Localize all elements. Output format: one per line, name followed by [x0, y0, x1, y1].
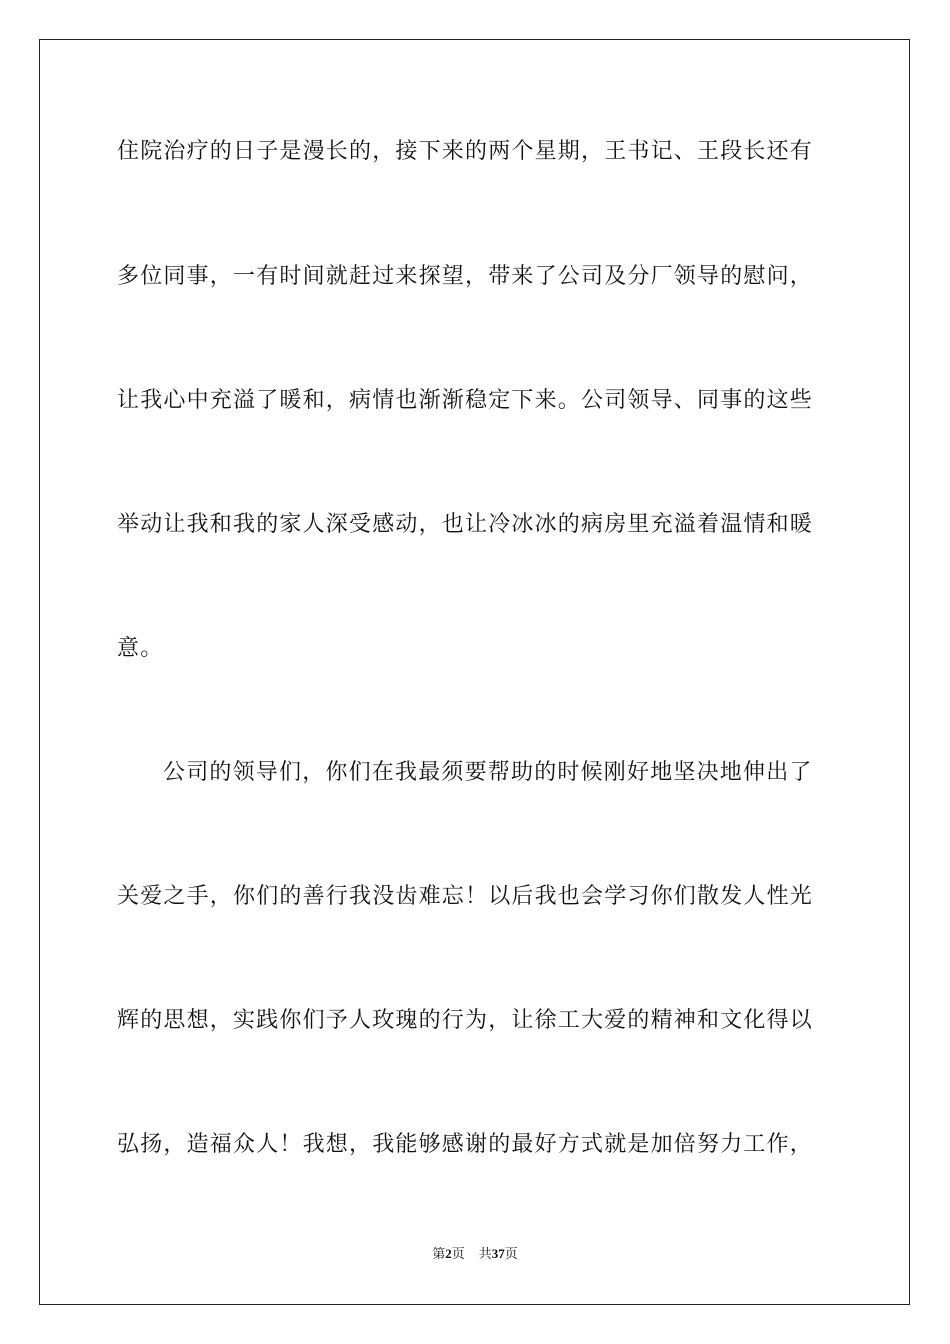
body-text-line: 关爱之手，你们的善行我没齿难忘！以后我也会学习你们散发人性光 — [117, 884, 814, 909]
paragraph-first-line: 公司的领导们，你们在我最须要帮助的时候刚好地坚决地伸出了 — [163, 760, 813, 785]
page-number: 2 — [445, 1246, 452, 1261]
body-text-line: 举动让我和我的家人深受感动，也让冷冰冰的病房里充溢着温情和暖 — [117, 512, 814, 537]
body-text-line: 弘扬，造福众人！我想，我能够感谢的最好方式就是加倍努力工作， — [117, 1132, 814, 1157]
body-text-line: 多位同事，一有时间就赶过来探望，带来了公司及分厂领导的慰问， — [117, 264, 814, 289]
page-footer — [0, 1245, 950, 1264]
total-prefix: 共 — [478, 1247, 492, 1262]
page-suffix: 页 — [451, 1247, 465, 1262]
body-text-line: 辉的思想，实践你们予人玫瑰的行为，让徐工大爱的精神和文化得以 — [117, 1008, 814, 1033]
page-border — [39, 39, 910, 1305]
body-text-line: 让我心中充溢了暖和，病情也渐渐稳定下来。公司领导、同事的这些 — [117, 388, 814, 413]
body-text-line: 住院治疗的日子是漫长的，接下来的两个星期，王书记、王段长还有 — [117, 139, 814, 164]
total-suffix: 页 — [504, 1247, 518, 1262]
total-pages: 37 — [491, 1246, 505, 1261]
page-prefix: 第 — [432, 1247, 446, 1262]
body-text-line: 意。 — [117, 636, 164, 661]
